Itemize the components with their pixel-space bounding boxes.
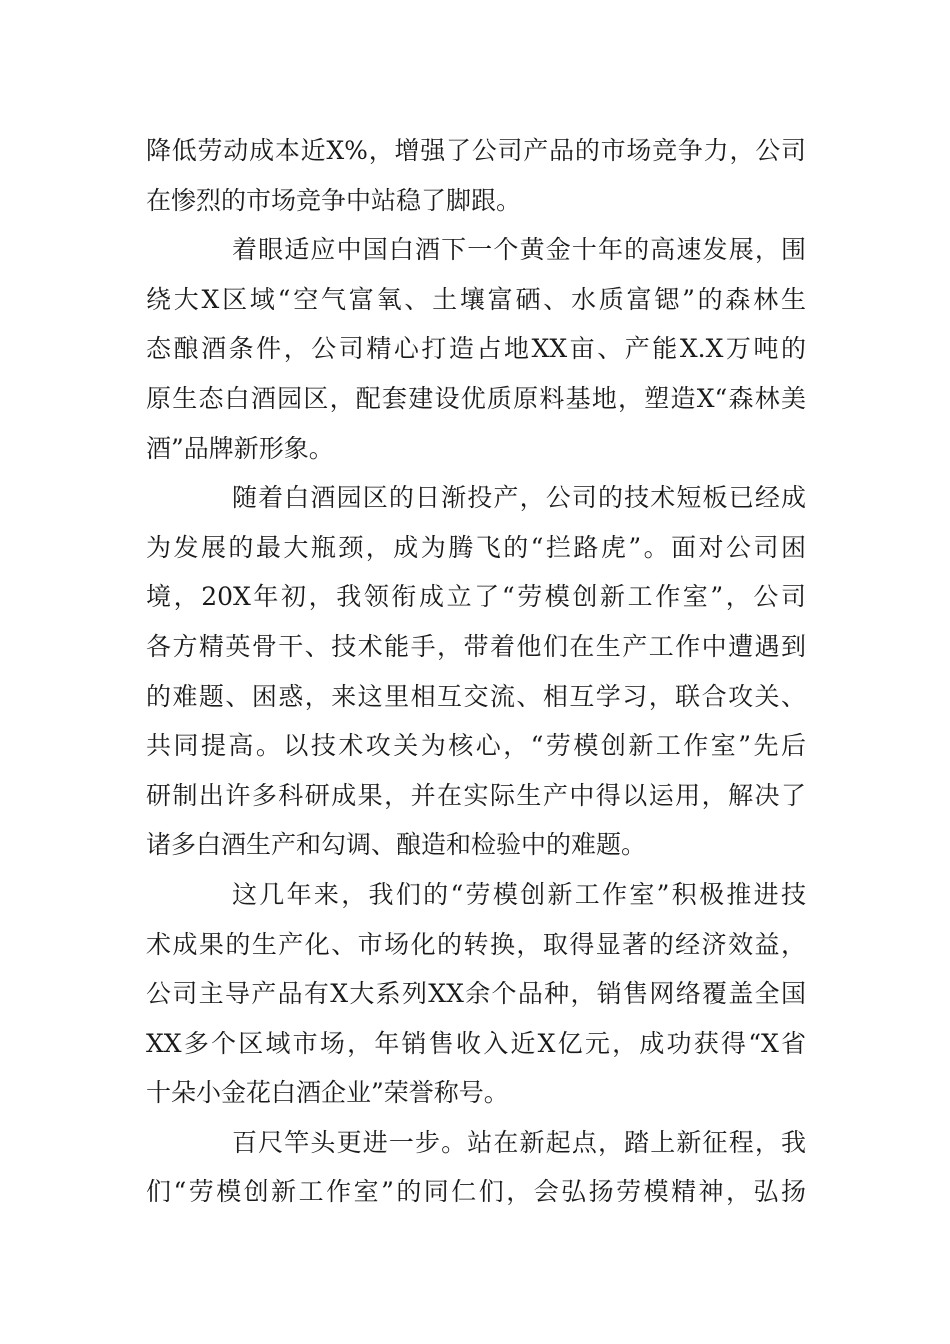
text-line: 态酿酒条件，公司精心打造占地XX亩、产能X.X万吨的 <box>146 334 806 364</box>
text-line: 术成果的生产化、市场化的转换，取得显著的经济效益， <box>146 929 806 959</box>
text-line: 这几年来，我们的“劳模创新工作室”积极推进技 <box>232 879 806 909</box>
text-line: 十朵小金花白酒企业”荣誉称号。 <box>146 1078 509 1108</box>
text-line: 们“劳模创新工作室”的同仁们，会弘扬劳模精神，弘扬 <box>146 1177 806 1207</box>
text-line: 酒”品牌新形象。 <box>146 433 334 463</box>
paragraph-3 <box>146 473 806 870</box>
text-line: 公司主导产品有X大系列XX余个品种，销售网络覆盖全国 <box>146 979 806 1009</box>
text-line: 的难题、困惑，来这里相互交流、相互学习，联合攻关、 <box>146 681 806 711</box>
text-line: 在惨烈的市场竞争中站稳了脚跟。 <box>146 185 522 215</box>
text-line: 研制出许多科研成果，并在实际生产中得以运用，解决了 <box>146 780 806 810</box>
text-line: 原生态白酒园区，配套建设优质原料基地，塑造X“森林美 <box>146 383 806 413</box>
text-line: 为发展的最大瓶颈，成为腾飞的“拦路虎”。面对公司困 <box>146 532 806 562</box>
paragraph-4 <box>146 870 806 1118</box>
text-line: 各方精英骨干、技术能手，带着他们在生产工作中遭遇到 <box>146 631 806 661</box>
text-line: 降低劳动成本近X%，增强了公司产品的市场竞争力，公司 <box>146 136 806 165</box>
text-line: 着眼适应中国白酒下一个黄金十年的高速发展，围 <box>232 235 806 265</box>
text-line: 共同提高。以技术攻关为核心，“劳模创新工作室”先后 <box>146 731 806 761</box>
text-line: 随着白酒园区的日渐投产，公司的技术短板已经成 <box>232 483 806 513</box>
text-line: 绕大X区域“空气富氧、土壤富硒、水质富锶”的森林生 <box>146 284 806 314</box>
text-line: 百尺竿头更进一步。站在新起点，踏上新征程，我 <box>232 1127 806 1157</box>
text-line: XX多个区域市场，年销售收入近X亿元，成功获得“X省 <box>146 1028 806 1058</box>
paragraph-2 <box>146 225 806 473</box>
document-body <box>146 126 806 1217</box>
text-line: 诸多白酒生产和勾调、酿造和检验中的难题。 <box>146 830 647 860</box>
paragraph-5 <box>146 1118 806 1217</box>
paragraph-1 <box>146 126 806 225</box>
text-line: 境，20X年初，我领衔成立了“劳模创新工作室”，公司 <box>146 582 806 612</box>
